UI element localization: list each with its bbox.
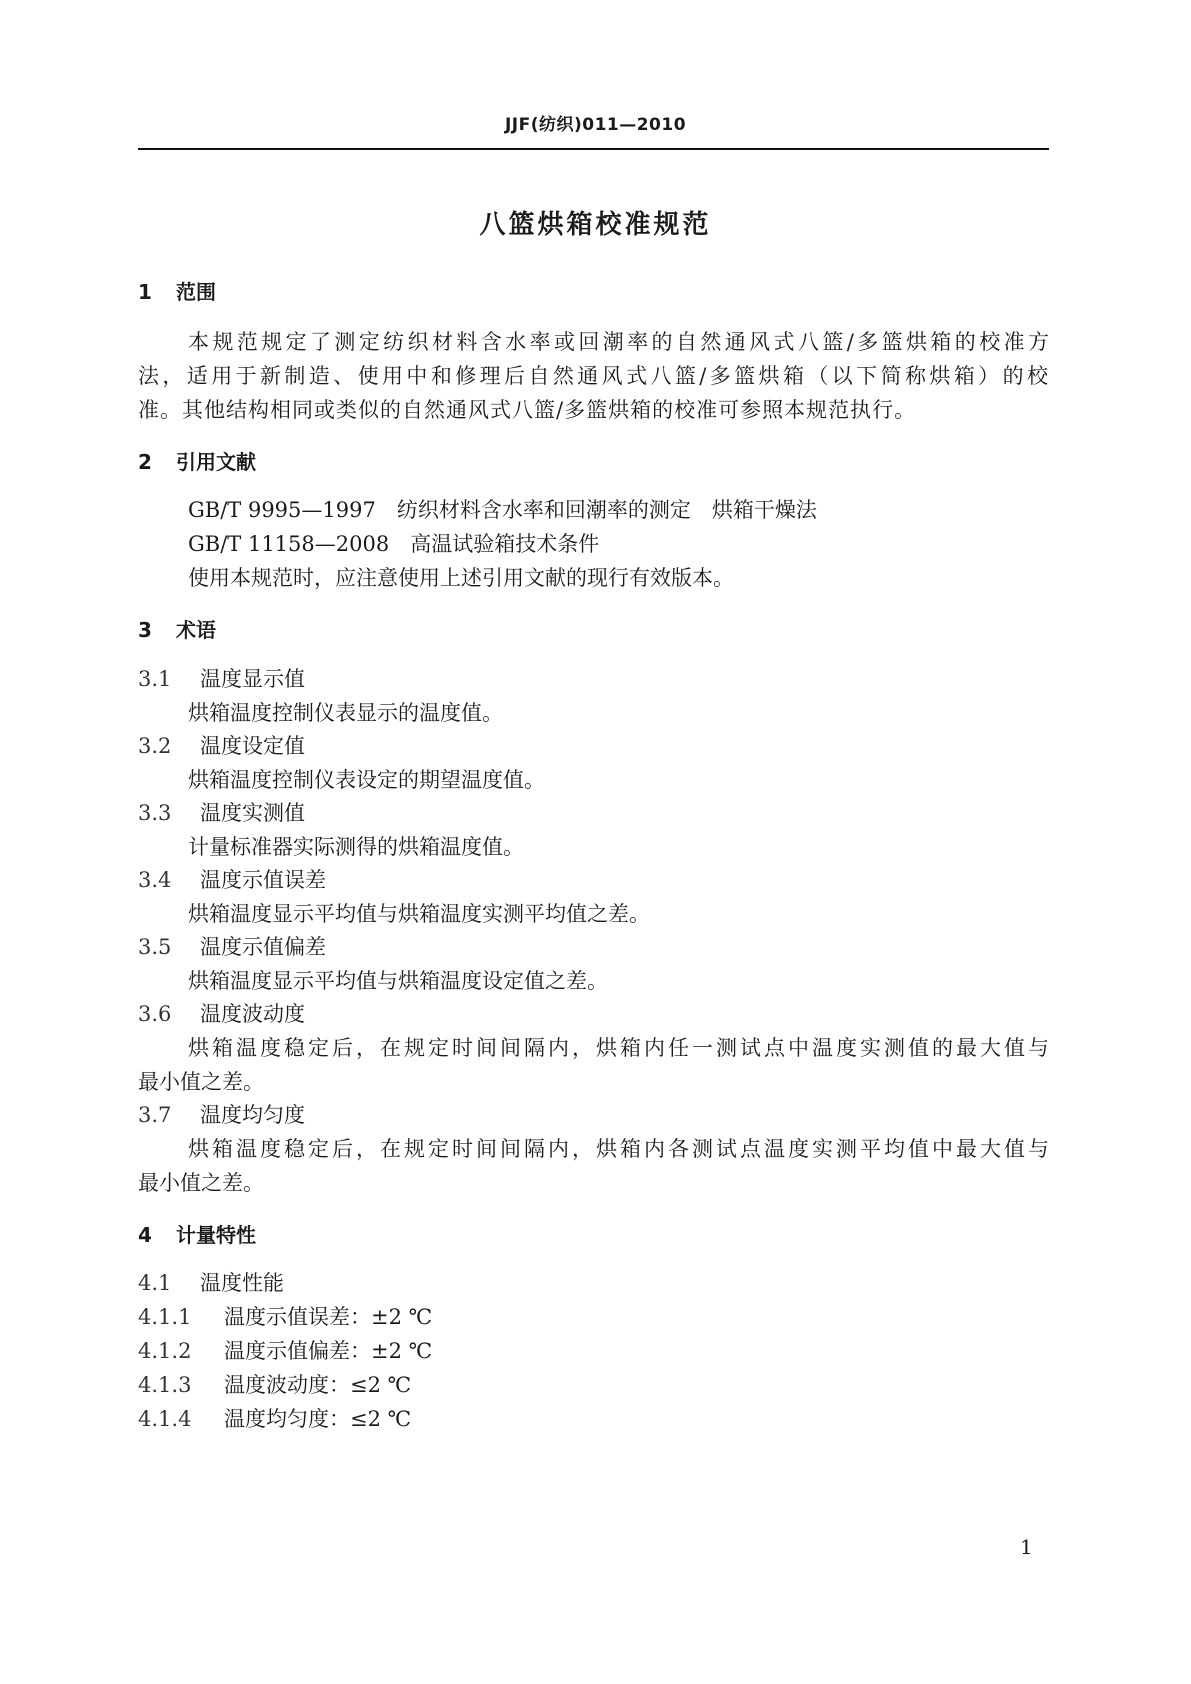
paragraph-line: 法，适用于新制造、使用中和修理后自然通风式八篮/多篮烘箱（以下简称烘箱）的校 <box>138 364 1049 388</box>
term-number: 3.1 <box>138 667 172 691</box>
term-definition: 烘箱温度控制仪表显示的温度值。 <box>188 701 503 725</box>
subsection-heading <box>138 1268 284 1298</box>
term-number: 3.2 <box>138 734 172 758</box>
term-number: 3.3 <box>138 801 172 825</box>
term-heading <box>138 1100 305 1130</box>
term-definition: 计量标准器实际测得的烘箱温度值。 <box>188 835 524 859</box>
term-title: 温度设定值 <box>200 734 305 758</box>
term-number: 3.4 <box>138 868 172 892</box>
paragraph-line: 准。其他结构相同或类似的自然通风式八篮/多篮烘箱的校准可参照本规范执行。 <box>138 398 917 422</box>
term-definition: 最小值之差。 <box>138 1171 264 1195</box>
document-title: 八篮烘箱校准规范 <box>479 210 712 240</box>
spec-number: 4.1.4 <box>138 1407 192 1431</box>
term-heading <box>138 731 305 761</box>
term-title: 温度波动度 <box>200 1002 305 1026</box>
section-title: 计量特性 <box>176 1223 256 1247</box>
term-definition: 烘箱温度显示平均值与烘箱温度实测平均值之差。 <box>188 902 650 926</box>
section-4-heading <box>138 1220 256 1250</box>
term-number: 3.7 <box>138 1103 172 1127</box>
spec-item <box>138 1336 432 1366</box>
term-heading <box>138 664 305 694</box>
spec-item <box>138 1302 432 1332</box>
section-number: 2 <box>138 450 152 474</box>
spec-item <box>138 1404 411 1434</box>
spec-text: 温度示值误差：±2 ℃ <box>224 1305 433 1329</box>
term-heading <box>138 798 305 828</box>
term-definition: 烘箱温度显示平均值与烘箱温度设定值之差。 <box>188 969 608 993</box>
term-heading <box>138 999 305 1029</box>
term-definition: 烘箱温度控制仪表设定的期望温度值。 <box>188 768 545 792</box>
term-title: 温度示值误差 <box>200 868 326 892</box>
spec-text: 温度示值偏差：±2 ℃ <box>224 1339 433 1363</box>
term-definition: 烘箱温度稳定后，在规定时间间隔内，烘箱内各测试点温度实测平均值中最大值与 <box>188 1137 1049 1161</box>
section-title: 术语 <box>176 618 216 642</box>
spec-number: 4.1.2 <box>138 1339 192 1363</box>
term-title: 温度均匀度 <box>200 1103 305 1127</box>
section-number: 4 <box>138 1223 152 1247</box>
subsection-number: 4.1 <box>138 1271 172 1295</box>
paragraph-line: 使用本规范时，应注意使用上述引用文献的现行有效版本。 <box>188 566 734 590</box>
section-1-heading <box>138 277 216 307</box>
section-2-heading <box>138 447 256 477</box>
term-title: 温度示值偏差 <box>200 935 326 959</box>
section-title: 引用文献 <box>176 450 256 474</box>
term-definition: 烘箱温度稳定后，在规定时间间隔内，烘箱内任一测试点中温度实测值的最大值与 <box>188 1036 1049 1060</box>
term-heading <box>138 865 326 895</box>
spec-number: 4.1.1 <box>138 1305 192 1329</box>
header-divider <box>138 148 1049 150</box>
term-number: 3.6 <box>138 1002 172 1026</box>
term-number: 3.5 <box>138 935 172 959</box>
document-code-header: JJF(纺织)011—2010 <box>504 115 687 135</box>
page-number: 1 <box>1020 1535 1033 1559</box>
spec-text: 温度均匀度：≤2 ℃ <box>224 1407 412 1431</box>
reference-item: GB/T 9995—1997 纺织材料含水率和回潮率的测定 烘箱干燥法 <box>188 498 817 522</box>
section-3-heading <box>138 615 216 645</box>
term-title: 温度实测值 <box>200 801 305 825</box>
spec-text: 温度波动度：≤2 ℃ <box>224 1373 412 1397</box>
section-number: 3 <box>138 618 152 642</box>
reference-item: GB/T 11158—2008 高温试验箱技术条件 <box>188 532 600 556</box>
subsection-title: 温度性能 <box>200 1271 284 1295</box>
term-heading <box>138 932 326 962</box>
term-definition: 最小值之差。 <box>138 1070 264 1094</box>
section-number: 1 <box>138 280 152 304</box>
section-title: 范围 <box>176 280 216 304</box>
spec-number: 4.1.3 <box>138 1373 192 1397</box>
paragraph-line: 本规范规定了测定纺织材料含水率或回潮率的自然通风式八篮/多篮烘箱的校准方 <box>188 330 1049 354</box>
spec-item <box>138 1370 411 1400</box>
term-title: 温度显示值 <box>200 667 305 691</box>
